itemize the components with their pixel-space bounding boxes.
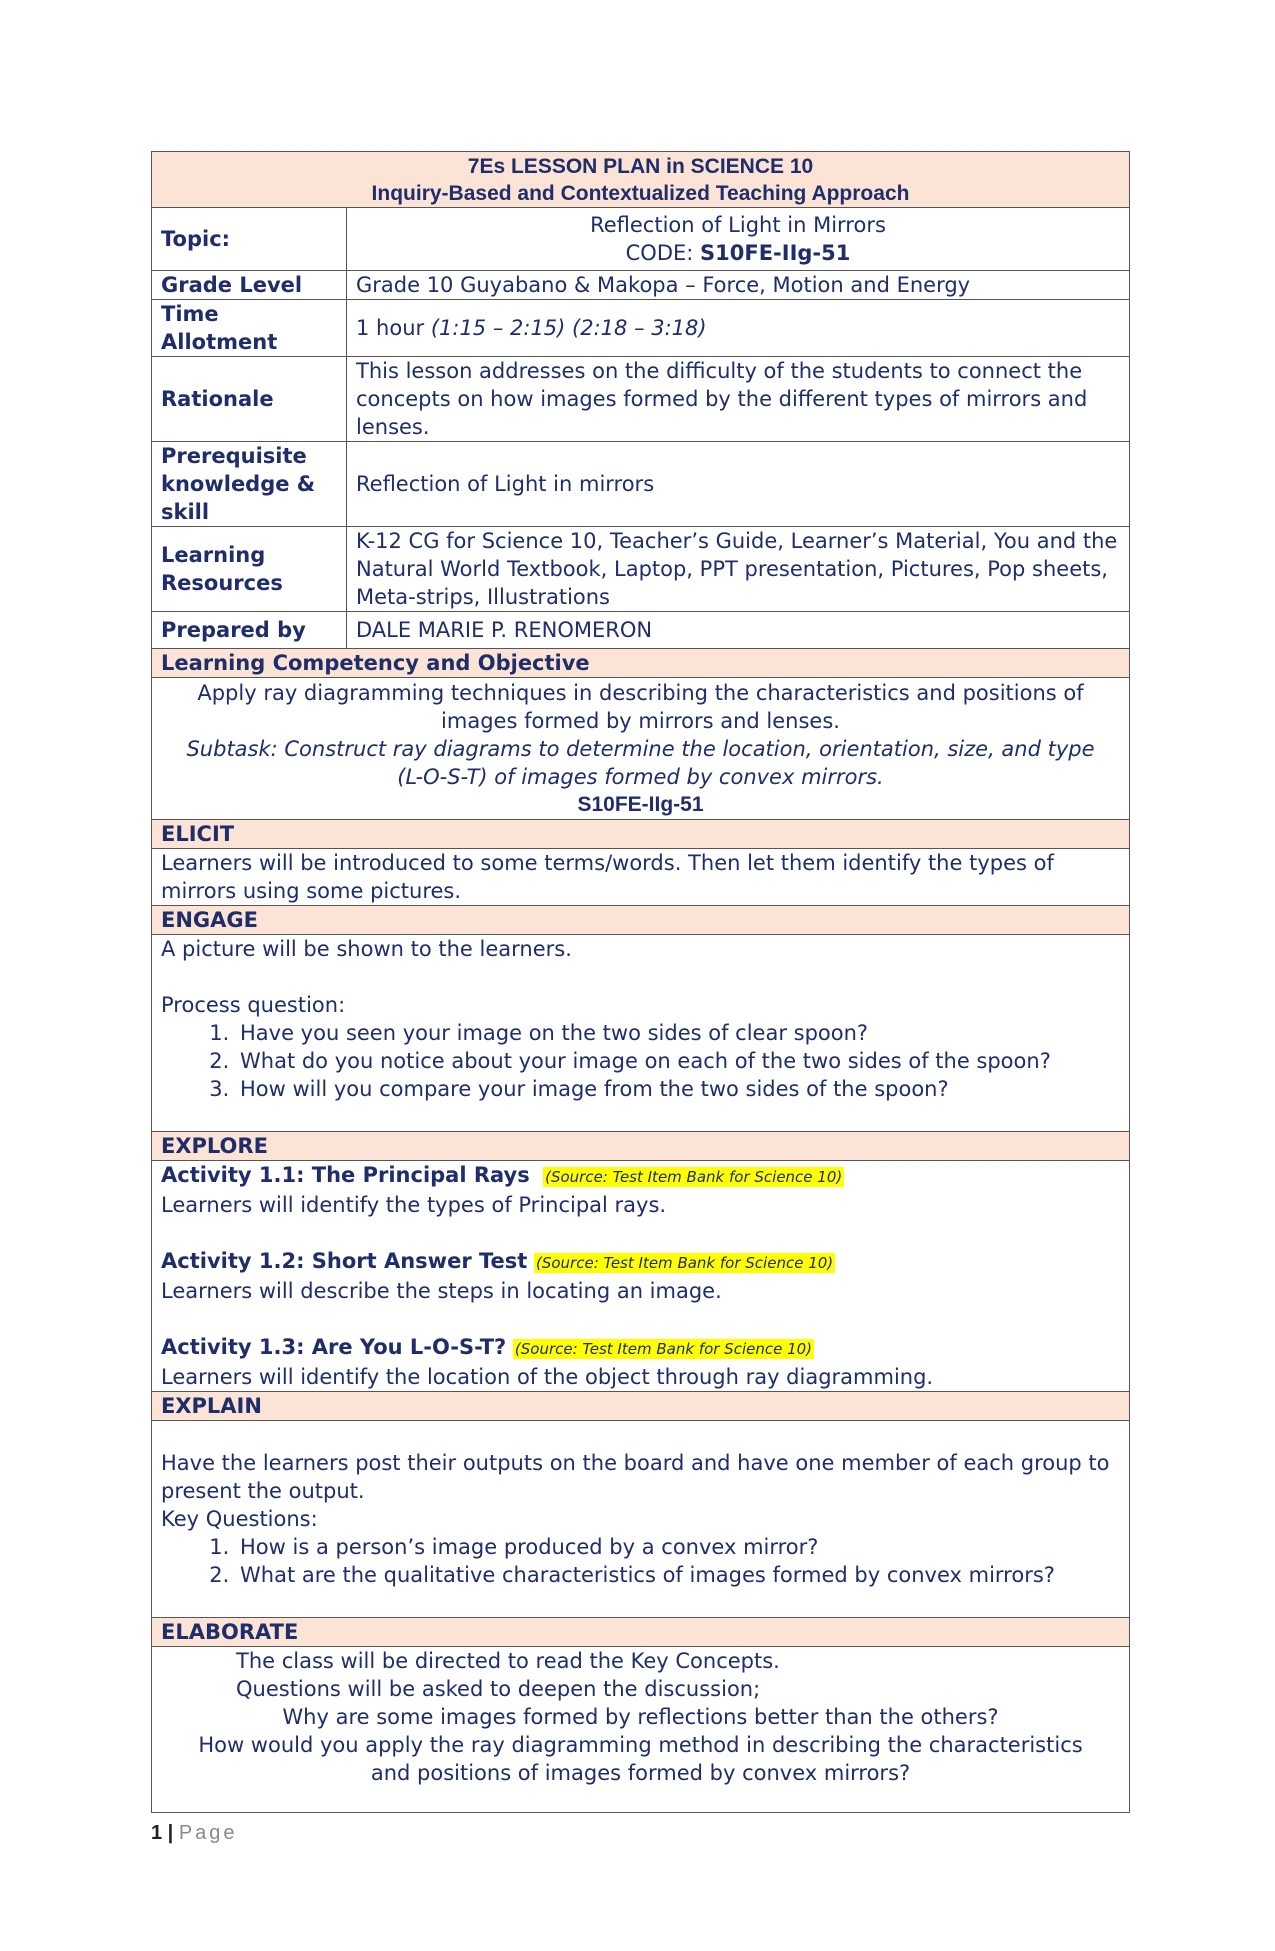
- explain-heading-row: [152, 1392, 1130, 1421]
- activity-1-desc: Learners will identify the types of Principal rays.: [161, 1193, 667, 1217]
- explore-body-row: [152, 1161, 1130, 1392]
- title-row: [152, 152, 1130, 208]
- activity-3-title: Activity 1.3: Are You L-O-S-T?: [161, 1335, 507, 1359]
- competency-body-row: [152, 678, 1130, 820]
- page-separator: |: [162, 1822, 179, 1844]
- time-hours: 1 hour: [356, 316, 431, 340]
- resources-label: [152, 527, 347, 612]
- competency-text: Apply ray diagramming techniques in describing the characteristics and positions of images formed by mirrors and lenses.: [197, 680, 1084, 733]
- elicit-heading-row: [152, 820, 1130, 849]
- explain-text: Have the learners post their outputs on the board and have one member of each group to present the output.: [161, 1451, 1110, 1503]
- prerequisite-row: [152, 442, 1130, 527]
- competency-subtask: Subtask: Construct ray diagrams to determine the location, orientation, size, and type (L-O-S-T) of images formed by convex mirrors.: [186, 736, 1095, 789]
- activity-2-desc: Learners will describe the steps in locating an image.: [161, 1279, 722, 1303]
- topic-title: Reflection of Light in Mirrors: [590, 213, 886, 237]
- activity-3-desc: Learners will identify the location of the object through ray diagramming.: [161, 1365, 934, 1389]
- page-word: Page: [178, 1822, 238, 1844]
- lesson-plan-table: [151, 151, 1130, 1813]
- grade-level-value: Grade 10 Guyabano & Makopa – Force, Motion and Energy: [347, 271, 1130, 300]
- prepared-by-value: DALE MARIE P. RENOMERON: [347, 612, 1130, 649]
- competency-heading-row: [152, 649, 1130, 678]
- time-slots: (1:15 – 2:15) (2:18 – 3:18): [430, 316, 707, 340]
- time-label-line1: Time: [161, 302, 219, 326]
- elaborate-line1: The class will be directed to read the Key Concepts.: [236, 1649, 780, 1673]
- prerequisite-label: [152, 442, 347, 527]
- elicit-text: Learners will be introduced to some terms/words. Then let them identify the types of mirrors using some pictures.: [152, 849, 1130, 906]
- list-item: 3. How will you compare your image from the two sides of the spoon?: [236, 1075, 1120, 1103]
- resources-label-line2: Resources: [161, 571, 283, 595]
- activity-1-title-line: [161, 1161, 1120, 1191]
- rationale-value: This lesson addresses on the difficulty of the students to connect the concepts on how images formed by the different types of mirrors and lenses.: [347, 357, 1130, 442]
- page-number: 1: [151, 1822, 163, 1844]
- list-item: 2. What do you notice about your image on each of the two sides of the spoon?: [236, 1047, 1120, 1075]
- prereq-label-line1: Prerequisite: [161, 444, 307, 468]
- activity-2-title-line: [161, 1247, 1120, 1277]
- resources-row: [152, 527, 1130, 612]
- explain-question-list: [161, 1533, 1120, 1589]
- time-allotment-value: [347, 300, 1130, 357]
- elicit-heading: ELICIT: [152, 820, 1130, 849]
- activity-3-source: (Source: Test Item Bank for Science 10): [514, 1340, 813, 1358]
- prereq-label-line3: skill: [161, 500, 210, 524]
- topic-code: S10FE-IIg-51: [700, 241, 851, 265]
- elaborate-question-2: How would you apply the ray diagramming method in describing the characteristics and positions of images formed by convex mirrors?: [198, 1733, 1083, 1785]
- page-footer: [151, 1822, 238, 1845]
- engage-question-list: [161, 1019, 1120, 1103]
- time-allotment-row: [152, 300, 1130, 357]
- list-item: 1. How is a person’s image produced by a convex mirror?: [236, 1533, 1120, 1561]
- activity-2-source: (Source: Test Item Bank for Science 10): [536, 1254, 834, 1272]
- list-item: 1. Have you seen your image on the two sides of clear spoon?: [236, 1019, 1120, 1047]
- list-item: 2. What are the qualitative characteristics of images formed by convex mirrors?: [236, 1561, 1120, 1589]
- prepared-by-label: Prepared by: [152, 612, 347, 649]
- plan-title: 7Es LESSON PLAN in SCIENCE 10: [467, 154, 814, 178]
- rationale-label: Rationale: [152, 357, 347, 442]
- prepared-by-row: [152, 612, 1130, 649]
- elaborate-heading: ELABORATE: [152, 1618, 1130, 1647]
- engage-body-row: [152, 935, 1130, 1132]
- activity-3-title-line: [161, 1333, 1120, 1363]
- time-allotment-label: [152, 300, 347, 357]
- time-label-line2: Allotment: [161, 330, 278, 354]
- prerequisite-value: Reflection of Light in mirrors: [347, 442, 1130, 527]
- competency-code: S10FE-IIg-51: [577, 792, 704, 816]
- elaborate-question-1: Why are some images formed by reflections better than the others?: [282, 1705, 999, 1729]
- explain-body-row: [152, 1421, 1130, 1618]
- prereq-label-line2: knowledge &: [161, 472, 316, 496]
- grade-level-label: Grade Level: [152, 271, 347, 300]
- engage-heading-row: [152, 906, 1130, 935]
- activity-2-title: Activity 1.2: Short Answer Test: [161, 1249, 528, 1273]
- elicit-body-row: [152, 849, 1130, 906]
- topic-row: [152, 208, 1130, 271]
- engage-intro: A picture will be shown to the learners.: [161, 937, 572, 961]
- resources-value: K-12 CG for Science 10, Teacher’s Guide, Learner’s Material, You and the Natural World Textbook, Laptop, PPT presentation, Pictures, Pop sheets, Meta-strips, Illustrations: [347, 527, 1130, 612]
- plan-subtitle: Inquiry-Based and Contextualized Teaching Approach: [371, 181, 910, 205]
- explain-key-label: Key Questions:: [161, 1507, 318, 1531]
- activity-1-source: (Source: Test Item Bank for Science 10): [545, 1168, 843, 1186]
- competency-heading: Learning Competency and Objective: [152, 649, 1130, 678]
- engage-process-label: Process question:: [161, 993, 346, 1017]
- topic-label: Topic:: [152, 208, 347, 271]
- grade-level-row: [152, 271, 1130, 300]
- explain-heading: EXPLAIN: [152, 1392, 1130, 1421]
- explore-heading-row: [152, 1132, 1130, 1161]
- rationale-row: [152, 357, 1130, 442]
- elaborate-line2: Questions will be asked to deepen the discussion;: [236, 1677, 761, 1701]
- activity-1-title: Activity 1.1: The Principal Rays: [161, 1163, 530, 1187]
- elaborate-heading-row: [152, 1618, 1130, 1647]
- code-label: CODE:: [625, 241, 701, 265]
- topic-code-line: [356, 239, 1120, 267]
- resources-label-line1: Learning: [161, 543, 266, 567]
- elaborate-body-row: [152, 1647, 1130, 1813]
- engage-heading: ENGAGE: [152, 906, 1130, 935]
- explore-heading: EXPLORE: [152, 1132, 1130, 1161]
